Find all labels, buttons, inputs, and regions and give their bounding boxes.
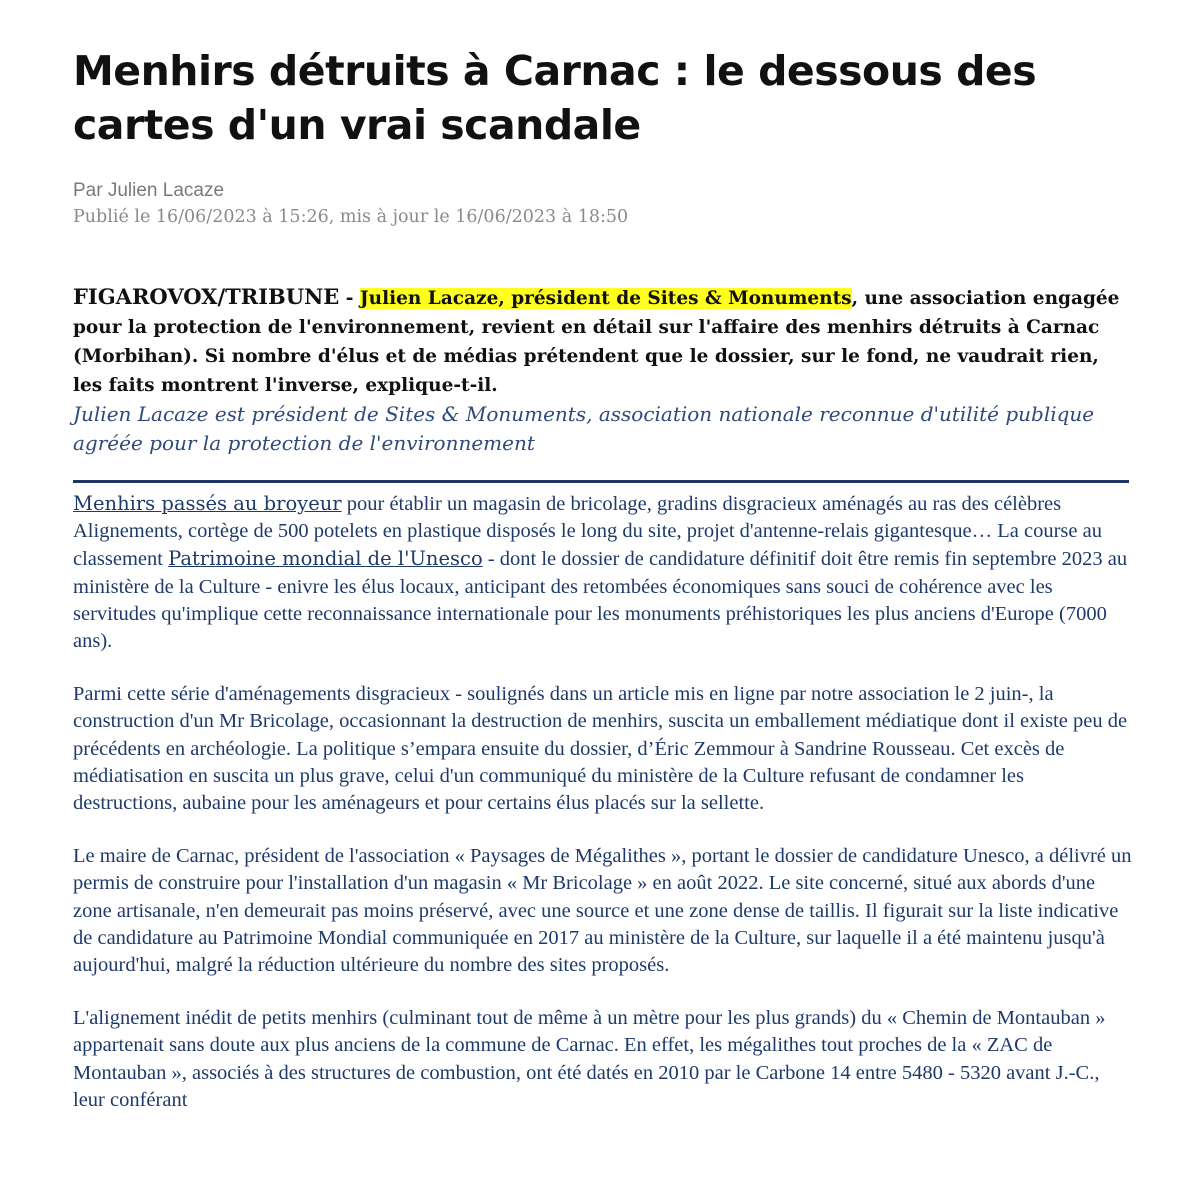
publication-dateline: Publié le 16/06/2023 à 15:26, mis à jour le 16/06/2023 à 18:50: [73, 207, 629, 227]
paragraph-1-text-b: - dont le dossier de candidature définitif doit être remis fin septembre 2023 au ministère de la Culture - enivre les élus locaux, anticipant des retombées économiques sans souci de cohérence avec les servitudes qu'implique cette reconnaissance internationale pour les monuments préhistoriques les plus anciens d'Europe (7000 ans).: [73, 548, 1128, 653]
author-bio: Julien Lacaze est président de Sites & Monuments, association nationale reconnue d'utilité publique agréée pour la protection de l'environnement: [73, 402, 1095, 455]
author-byline: Par Julien Lacaze: [73, 180, 225, 201]
body-paragraph-3: Le maire de Carnac, président de l'association « Paysages de Mégalithes », portant le dossier de candidature Unesco, a délivré un permis de construire pour l'installation d'un magasin « Mr Bricolage » en août 2022. Le site concerné, situé aux abords d'une zone artisanale, n'en demeurait pas moins préservé, avec une source et une zone dense de taillis. Il figurait sur la liste indicative de candidature au Patrimoine Mondial communiquée en 2017 au ministère de la Culture, sur laquelle il a été maintenu jusqu'à aujourd'hui, malgré la réduction ultérieure du nombre des sites proposés.: [73, 845, 1132, 977]
link-patrimoine-unesco[interactable]: Patrimoine mondial de l'Unesco: [168, 547, 483, 571]
article-body: [73, 490, 1133, 1140]
article-standfirst: [73, 282, 1133, 400]
paragraph-1-text-a: pour établir un magasin de bricolage, gradins disgracieux aménagés au ras des célèbres Alignements, cortège de 500 potelets en plastique disposés le long du site, projet d'antenne-relais gigantesque… La course au classement: [73, 493, 1102, 571]
standfirst-separator: -: [339, 288, 360, 309]
section-divider: [73, 480, 1129, 483]
article-headline: Menhirs détruits à Carnac : le dessous des cartes d'un vrai scandale: [73, 47, 1037, 149]
section-label: FIGAROVOX/TRIBUNE: [73, 284, 340, 309]
body-paragraph-1: [73, 490, 1133, 655]
body-paragraph-2: Parmi cette série d'aménagements disgracieux - soulignés dans un article mis en ligne par notre association le 2 juin-, la construction d'un Mr Bricolage, occasionnant la destruction de menhirs, suscita un emballement médiatique dont il existe peu de précédents en archéologie. La politique s’empara ensuite du dossier, d’Éric Zemmour à Sandrine Rousseau. Cet excès de médiatisation en suscita un plus grave, celui d'un communiqué du ministère de la Culture refusant de condamner les destructions, aubaine pour les aménageurs et pour certains élus placés sur la sellette.: [73, 683, 1128, 815]
body-paragraph-4: L'alignement inédit de petits menhirs (culminant tout de même à un mètre pour les plus grands) du « Chemin de Montauban » appartenait sans doute aux plus anciens de la commune de Carnac. En effet, les mégalithes tout proches de la « ZAC de Montauban », associés à des structures de combustion, ont été datés en 2010 par le Carbone 14 entre 5480 - 5320 avant J.-C., leur conférant: [73, 1007, 1106, 1111]
standfirst-text: , une association engagée pour la protection de l'environnement, revient en détail sur l'affaire des menhirs détruits à Carnac (Morbihan). Si nombre d'élus et de médias prétendent que le dossier, sur le fond, ne vaudrait rien, les faits montrent l'inverse, explique-t-il.: [73, 288, 1120, 396]
link-menhirs-broyeur[interactable]: Menhirs passés au broyeur: [73, 492, 342, 515]
highlighted-author-text: Julien Lacaze, président de Sites & Monuments: [359, 288, 852, 309]
